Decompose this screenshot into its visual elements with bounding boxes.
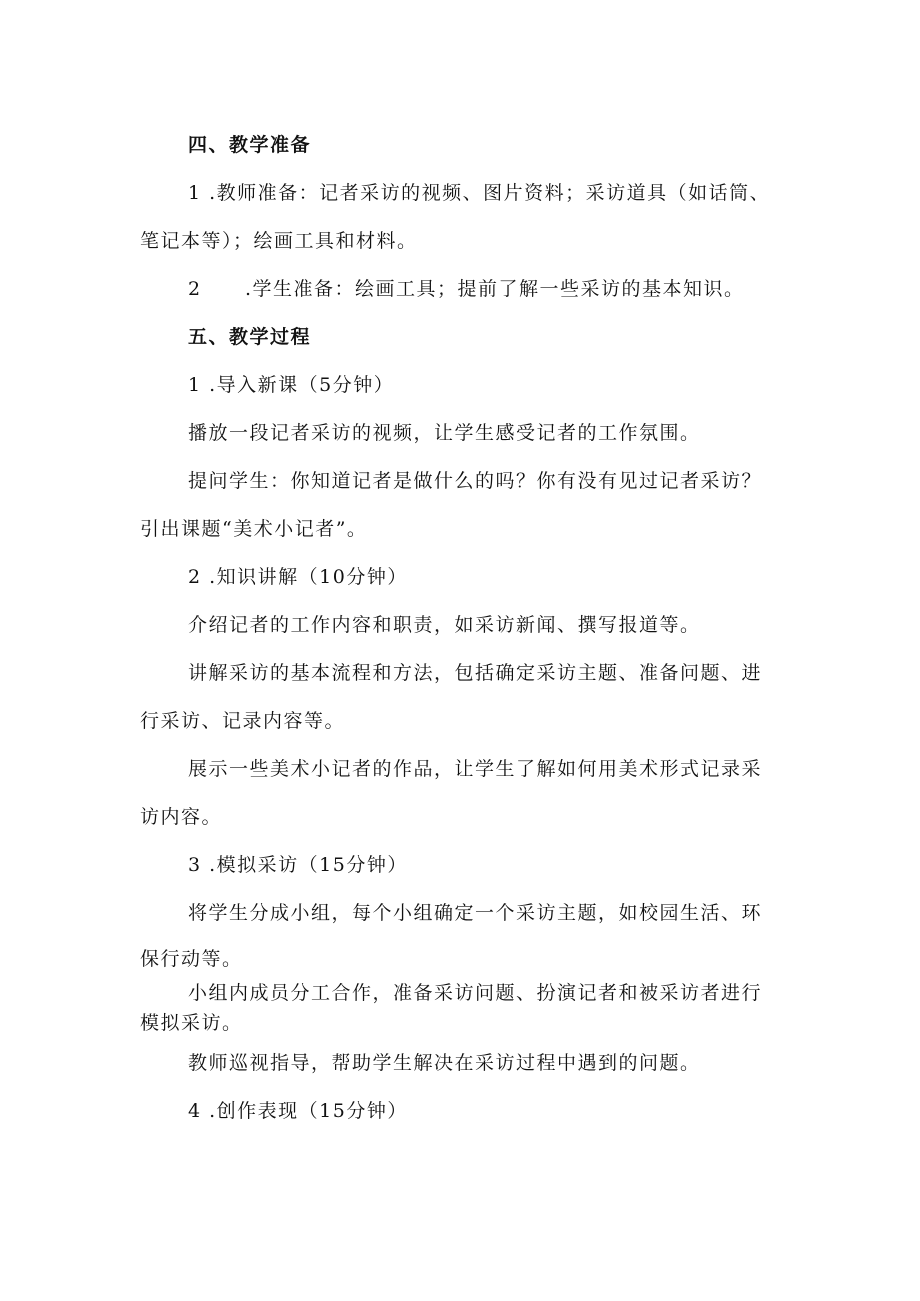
step-2-paragraph-1: 介绍记者的工作内容和职责，如采访新闻、撰写报道等。 <box>188 614 701 636</box>
student-preparation-number: 2 <box>188 278 202 300</box>
step-2-title: 2 .知识讲解（10分钟） <box>188 566 408 588</box>
step-2-paragraph-3-line-1: 展示一些美术小记者的作品，让学生了解如何用美术形式记录采 <box>188 758 763 780</box>
step-3-paragraph-1-line-1: 将学生分成小组，每个小组确定一个采访主题，如校园生活、环 <box>188 902 763 924</box>
step-2-paragraph-2-line-2: 行采访、记录内容等。 <box>140 710 346 732</box>
step-1-paragraph-2-line-2: 引出课题“美术小记者”。 <box>140 518 368 540</box>
step-3-paragraph-2-line-1: 小组内成员分工合作，准备采访问题、扮演记者和被采访者进行 <box>188 982 763 1004</box>
teacher-preparation-line-2: 笔记本等）；绘画工具和材料。 <box>140 230 418 252</box>
teacher-preparation-line-1: 1 .教师准备：记者采访的视频、图片资料；采访道具（如话筒、 <box>188 182 771 204</box>
section-heading-teaching-process: 五、教学过程 <box>188 326 312 348</box>
step-4-title: 4 .创作表现（15分钟） <box>188 1100 408 1122</box>
step-3-paragraph-1-line-2: 保行动等。 <box>140 948 243 970</box>
step-1-paragraph-1: 播放一段记者采访的视频，让学生感受记者的工作氛围。 <box>188 422 701 444</box>
step-3-paragraph-3: 教师巡视指导，帮助学生解决在采访过程中遇到的问题。 <box>188 1052 701 1074</box>
step-1-title: 1 .导入新课（5分钟） <box>188 374 395 396</box>
step-2-paragraph-2-line-1: 讲解采访的基本流程和方法，包括确定采访主题、准备问题、进 <box>188 662 763 684</box>
step-3-title: 3 .模拟采访（15分钟） <box>188 854 408 876</box>
step-3-paragraph-2-line-2: 模拟采访。 <box>140 1012 243 1034</box>
student-preparation-text: .学生准备：绘画工具；提前了解一些采访的基本知识。 <box>245 278 745 300</box>
step-2-paragraph-3-line-2: 访内容。 <box>140 806 223 828</box>
step-1-paragraph-2-line-1: 提问学生：你知道记者是做什么的吗？你有没有见过记者采访？ <box>188 470 763 492</box>
section-heading-teaching-preparation: 四、教学准备 <box>188 134 312 156</box>
